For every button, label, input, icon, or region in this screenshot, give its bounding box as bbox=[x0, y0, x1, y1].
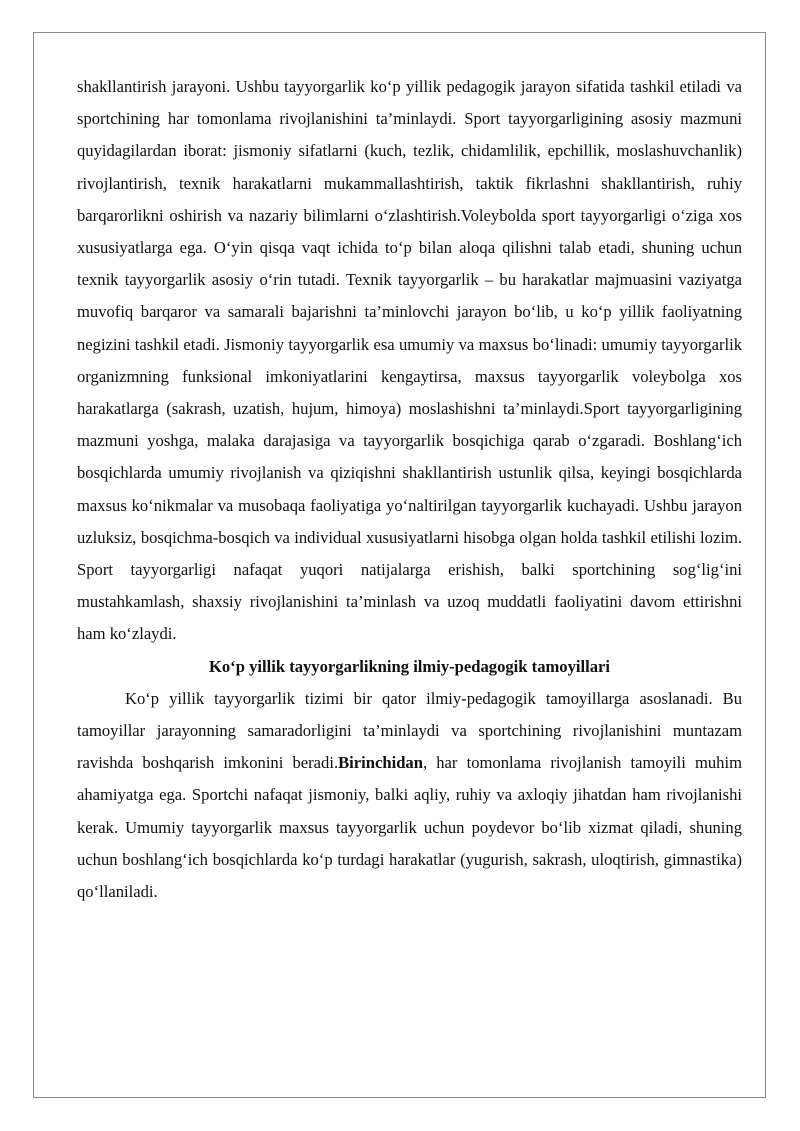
paragraph-principles bbox=[77, 683, 742, 908]
document-body bbox=[77, 71, 742, 908]
paragraph-principles-end: , har tomonlama rivojlanish tamoyili muhim ahamiyatga ega. Sportchi nafaqat jismoniy, balki aqliy, ruhiy va axloqiy jihatdan ham rivojlanishi kerak. Umumiy tayyorgarlik maxsus tayyorgarlik uchun poydevor bo‘lib xizmat qiladi, shuning uchun boshlang‘ich bosqichlarda ko‘p turdagi harakatlar (yugurish, sakrash, uloqtirish, gimnastika) qo‘llaniladi. bbox=[77, 753, 742, 902]
paragraph-sport-preparation: shakllantirish jarayoni. Ushbu tayyorgarlik ko‘p yillik pedagogik jarayon sifatida tashkil etiladi va sportchining har tomonlama rivojlanishini ta’minlaydi. Sport tayyorgarligining asosiy mazmuni quyidagilardan iborat: jismoniy sifatlarni (kuch, tezlik, chidamlilik, epchillik, moslashuvchanlik) rivojlantirish, texnik harakatlarni mukammallashtirish, taktik fikrlashni shakllantirish, ruhiy barqarorlikni oshirish va nazariy bilimlarni o‘zlashtirish.Voleybolda sport tayyorgarligi o‘ziga xos xususiyatlarga ega. O‘yin qisqa vaqt ichida to‘p bilan aloqa qilishni talab etadi, shuning uchun texnik tayyorgarlik asosiy o‘rin tutadi. Texnik tayyorgarlik – bu harakatlar majmuasini vaziyatga muvofiq barqaror va samarali bajarishni ta’minlovchi jarayon bo‘lib, u ko‘p yillik faoliyatning negizini tashkil etadi. Jismoniy tayyorgarlik esa umumiy va maxsus bo‘linadi: umumiy tayyorgarlik organizmning funksional imkoniyatlarini kengaytirsa, maxsus tayyorgarlik voleybolga xos harakatlarga (sakrash, uzatish, hujum, himoya) moslashishni ta’minlaydi.Sport tayyorgarligining mazmuni yoshga, malaka darajasiga va tayyorgarlik bosqichiga qarab o‘zgaradi. Boshlang‘ich bosqichlarda umumiy rivojlanish va qiziqishni shakllantirish ustunlik qilsa, keyingi bosqichlarda maxsus ko‘nikmalar va musobaqa faoliyatiga yo‘naltirilgan tayyorgarlik kuchayadi. Ushbu jarayon uzluksiz, bosqichma-bosqich va individual xususiyatlarni hisobga olgan holda tashkil etilishi lozim. Sport tayyorgarligi nafaqat yuqori natijalarga erishish, balki sportchining sog‘lig‘ini mustahkamlash, shaxsiy rivojlanishini ta’minlash va uzoq muddatli faoliyatini davom ettirishni ham ko‘zlaydi. bbox=[77, 77, 742, 644]
emphasis-first: Birinchidan bbox=[338, 753, 423, 773]
paragraph-principles-start: Ko‘p yillik tayyorgarlik tizimi bir qator ilmiy-pedagogik tamoyillarga asoslanadi. Bu tamoyillar jarayonning samaradorligini ta’minlaydi va sportchining rivojlanishini muntazam ravishda boshqarish imkonini beradi. bbox=[77, 688, 742, 773]
section-heading: Ko‘p yillik tayyorgarlikning ilmiy-pedagogik tamoyillari bbox=[208, 656, 611, 676]
